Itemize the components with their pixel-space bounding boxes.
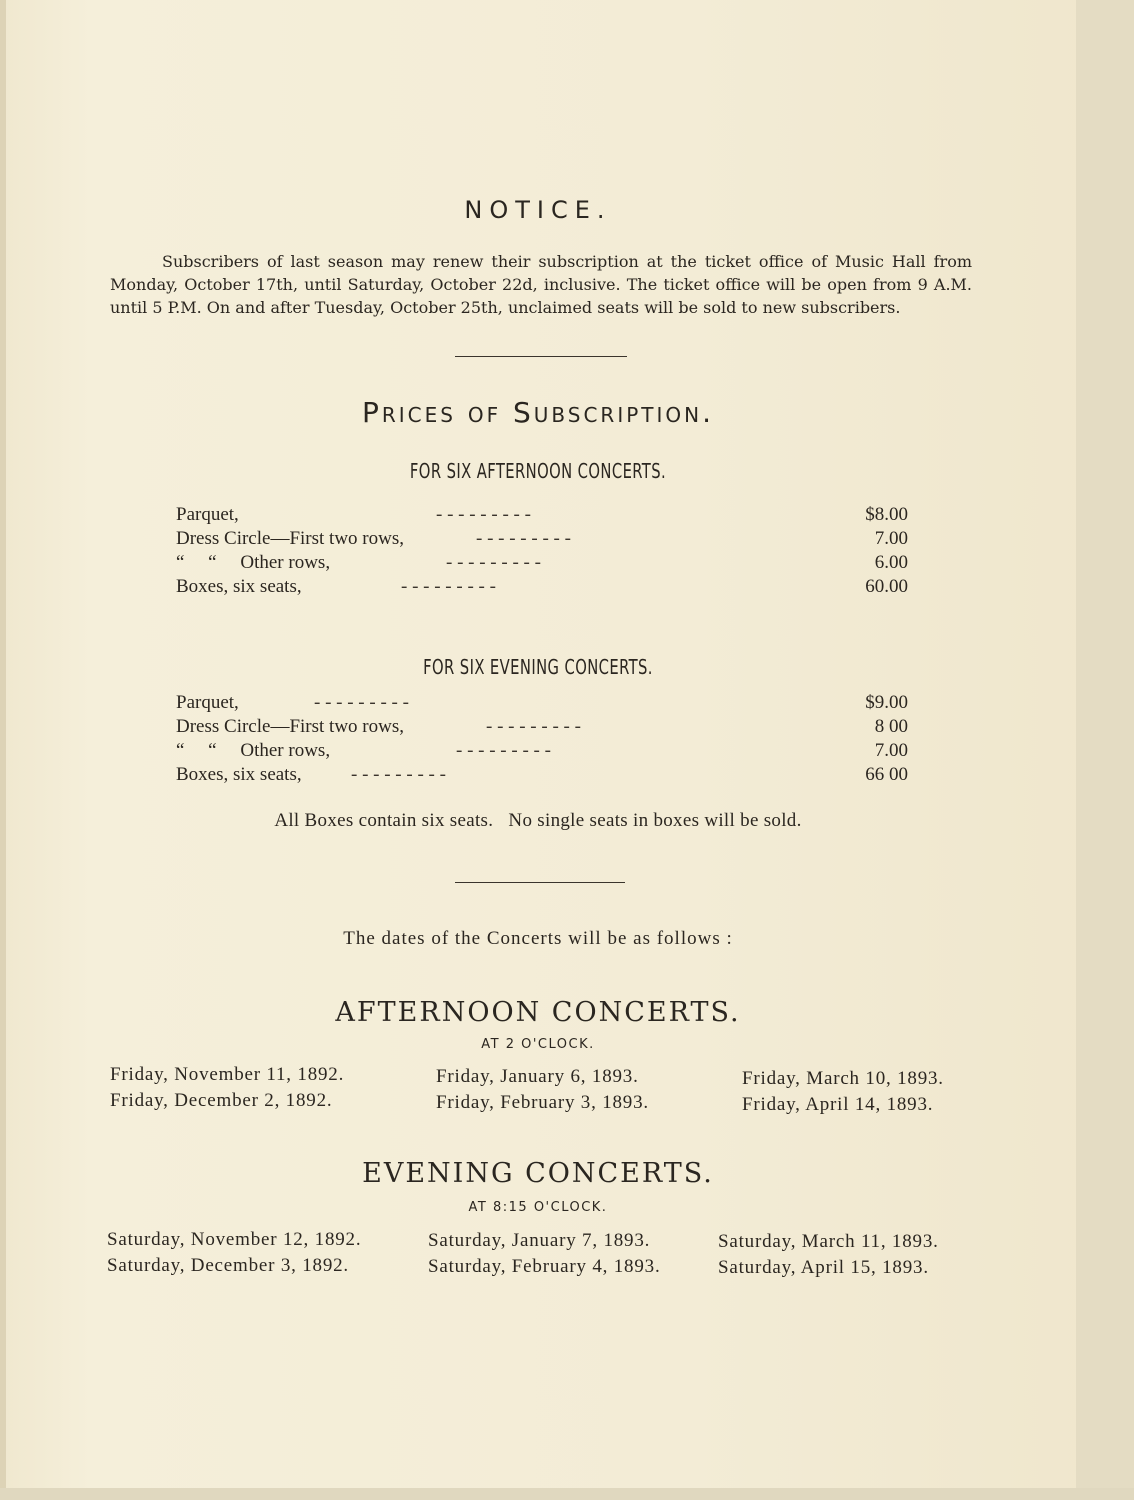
prices-title: Prices of Subscription. [361,396,715,429]
price-row [176,739,908,763]
price-label: Parquet, [176,504,239,525]
price-row [176,551,908,575]
afternoon-concerts-title: AFTERNOON CONCERTS. [335,997,741,1028]
divider-rule [455,882,625,883]
price-label: Boxes, six seats, [176,576,302,597]
price-leader: - - - - - - - - - [436,504,531,525]
price-label: Dress Circle—First two rows, [176,528,404,549]
afternoon-price-table [176,503,908,599]
price-label: Parquet, [176,692,239,713]
concert-date: Friday, March 10, 1893. [742,1068,944,1089]
afternoon-concerts-time: AT 2 O'CLOCK. [481,1037,595,1052]
concert-date: Saturday, December 3, 1892. [107,1255,349,1276]
price-leader: - - - - - - - - - [351,764,446,785]
page-left-edge [0,0,6,1500]
evening-prices-heading: FOR SIX EVENING CONCERTS. [423,655,653,679]
price-row [176,575,908,599]
evening-concerts-title: EVENING CONCERTS. [362,1158,714,1189]
page-right-edge [1076,0,1134,1500]
price-leader: - - - - - - - - - [314,692,409,713]
evening-price-table [176,691,908,787]
price-amount: 8 00 [874,716,908,737]
page-bottom-edge [0,1488,1134,1500]
concert-date: Friday, April 14, 1893. [742,1094,934,1115]
notice-title: NOTICE. [464,196,612,224]
price-amount: 60.00 [865,576,908,597]
price-leader: - - - - - - - - - [446,552,541,573]
evening-concerts-time: AT 8:15 O'CLOCK. [468,1200,608,1215]
price-label: “ “ Other rows, [176,552,331,573]
concert-date: Saturday, November 12, 1892. [107,1229,362,1250]
price-row [176,691,908,715]
price-amount: 7.00 [874,528,908,549]
price-leader: - - - - - - - - - [456,740,551,761]
concert-date: Friday, January 6, 1893. [436,1066,639,1087]
concert-date: Friday, December 2, 1892. [110,1090,333,1111]
price-row [176,527,908,551]
notice-body: Subscribers of last season may renew their subscription at the ticket office of Music Hall from Monday, October 17th, until Saturday, October 22d, inclusive. The ticket office will be open from 9 A.M. until 5 P.M. On and after Tuesday, October 25th, unclaimed seats will be sold to new subscribers. [110,252,972,317]
concert-date: Friday, February 3, 1893. [436,1092,649,1113]
price-label: “ “ Other rows, [176,740,331,761]
price-row [176,763,908,787]
price-amount: $8.00 [865,504,908,525]
concert-date: Friday, November 11, 1892. [110,1064,345,1085]
concert-date: Saturday, February 4, 1893. [428,1256,661,1277]
price-leader: - - - - - - - - - [401,576,496,597]
price-amount: $9.00 [865,692,908,713]
concert-date: Saturday, March 11, 1893. [718,1231,939,1252]
divider-rule [455,356,627,357]
price-leader: - - - - - - - - - [476,528,571,549]
price-amount: 6.00 [874,552,908,573]
dates-intro: The dates of the Concerts will be as follows : [343,928,733,949]
price-label: Dress Circle—First two rows, [176,716,404,737]
concert-date: Saturday, April 15, 1893. [718,1257,929,1278]
price-row [176,715,908,739]
price-leader: - - - - - - - - - [486,716,581,737]
concert-date: Saturday, January 7, 1893. [428,1230,651,1251]
box-note: All Boxes contain six seats. No single seats in boxes will be sold. [274,810,802,831]
afternoon-prices-heading: FOR SIX AFTERNOON CONCERTS. [409,459,667,483]
price-amount: 66 00 [865,764,908,785]
price-label: Boxes, six seats, [176,764,302,785]
price-row [176,503,908,527]
price-amount: 7.00 [874,740,908,761]
